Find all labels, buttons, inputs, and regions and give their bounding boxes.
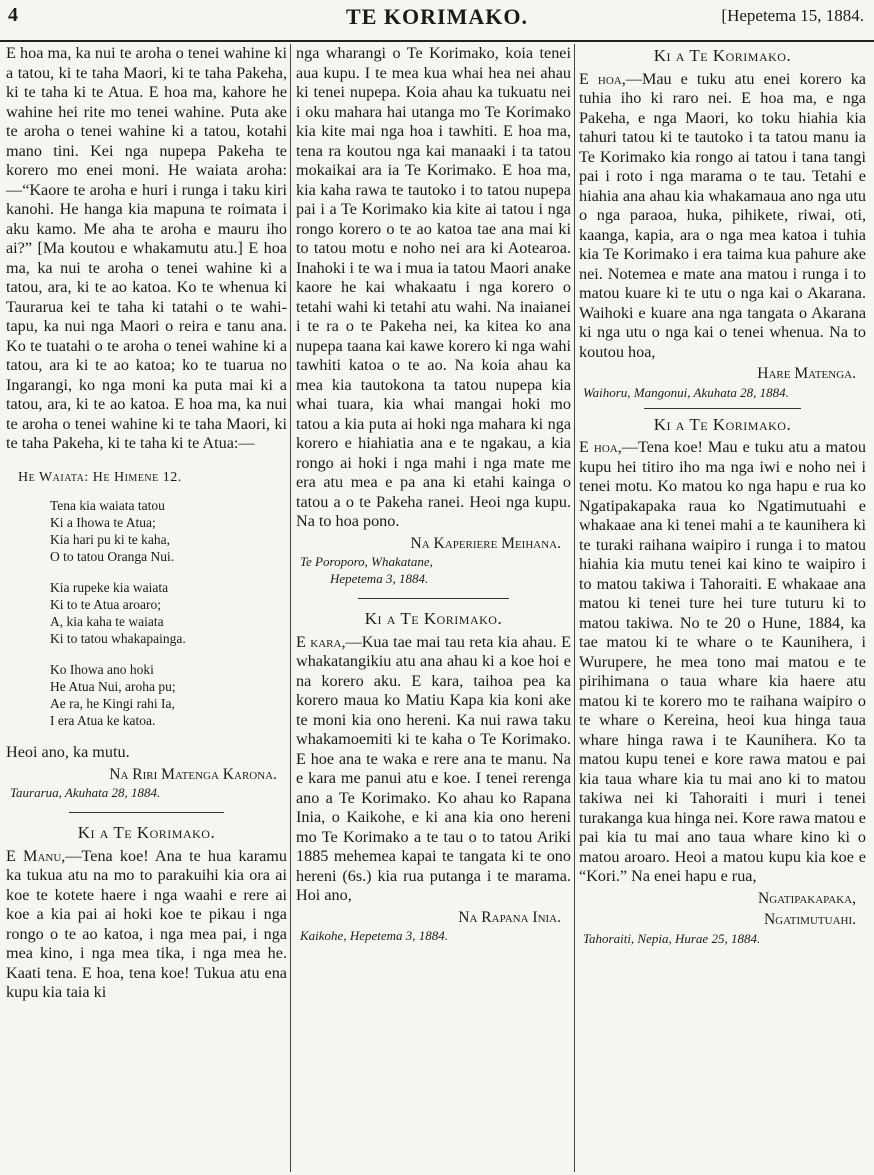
signature: Ngatimutuahi. xyxy=(763,911,856,928)
signature: Hare Matenga. xyxy=(757,365,856,382)
hymn-verse xyxy=(50,661,287,729)
signature: Na Kaperiere Meihana. xyxy=(410,534,561,552)
signature: Ngatipakapaka, xyxy=(758,889,856,907)
verse-line: Kia hari pu ki te kaha, xyxy=(50,532,170,547)
salutation: E hoa, xyxy=(579,438,622,456)
salutation: E Manu, xyxy=(6,846,66,865)
column-2 xyxy=(296,44,571,1172)
verse-line: Ki to tatou whakapainga. xyxy=(50,631,186,646)
letter-text: —Tena koe! Ana te hua karamu ka tukua atu na mo to parakuihi kia ora ai koe te kotete haere i nga waahi e rere ai koe a kia pai ai hoki koe te pikau i nga rongo o te ao katoa, i nga mea pai, i nga mea kino, i nga mea tika, i nga mea he. Kaati tena. E hoa, tena koe! Tukua atu ena kupu kia taia ki xyxy=(6,846,287,1001)
letter-text: —Mau e tuku atu enei korero ka tuhia iho ki raro nei. E hoa ma, e nga Pakeha, e nga Maori, ko toku hiahia kia tahuri tatou ki te tautoko i ta tatou manu ia Te Korimako kia rongo ai tatou i tana tangi pai i roto i nga marama o te tau. Tetahi e hiahia ana ahau kia whakamaua ano nga utu o nga paraoa, huka, pihikete, riwai, oti, kaanga, kapia, ara o nga mea katoa i tuhia kia Te Korimako i era taima kua pahure ake nei. Notemea e mate ana matou i runga i to matou kuare ki te utu o nga kai o Akarana. Waihoki e kuare ana nga tangata o Akarana ki nga utu o nga kai o tenei whenua. Na to koutou hoa, xyxy=(579,69,866,361)
place-date: Waihoru, Mangonui, Akuhata 28, 1884. xyxy=(583,384,789,400)
article-body xyxy=(6,847,287,1003)
place-date: Te Poroporo, Whakatane, xyxy=(300,554,433,569)
verse-line: I era Atua ke katoa. xyxy=(50,713,156,728)
article-body xyxy=(579,438,866,887)
verse-line: Ki to te Atua aroaro; xyxy=(50,597,161,612)
section-divider xyxy=(644,408,802,409)
letter-text: —Tena koe! Mau e tuku atu a matou kupu hei titiro iho ma nga iwi e noho nei i tenei motu. Ko matou ko nga hapu e rua ko Ngatipakapaka raua ko Ngatimutuahi e whakaae ana ki tenei mahi a te kaunihera ki te turaki raihana waipiro i runga i to matou hiahia kia mutu tenei kai kino te waipiro i to matou takiwa i Tahoraiti. E whakaae ana matou ki tenei ture hei ture tuturu ki to matou takiwa. No te 20 o Hune, 1884, ka tae matou ki te whare o te Kaunihera, i Wurupere, he mea tono mai matou e te pirihimana o taua whare kia haere atu matou ki te korero mo te raihana waipiro o te whare o Kereina, heoi kua hinga taua whare hinga rawa i te Kaunihera. Ko ta matou kupu tenei e kore rawa matou e pai kia taua whare kia tu mai ano ki to matou takiwa nei ki Tahoraiti i muri i tenei turakanga kua hinga nei. Kore rawa matou e pai kia tu mai ano taua whare kino ki o matou aroaro. Heoi a matou kupu kia koe e “Kori.” Na enei hapu e rua, xyxy=(579,438,866,885)
verse-line: He Atua Nui, aroha pu; xyxy=(50,679,176,694)
salutation: E hoa, xyxy=(579,69,626,88)
section-divider xyxy=(358,598,509,599)
letter-heading: Ki a Te Korimako. xyxy=(653,46,792,65)
article-columns xyxy=(0,44,874,1172)
section-divider xyxy=(69,812,224,813)
article-body xyxy=(579,70,866,363)
letter-heading: Ki a Te Korimako. xyxy=(364,609,503,628)
verse-line: Kia rupeke kia waiata xyxy=(50,580,169,595)
letter-heading: Ki a Te Korimako. xyxy=(77,823,216,842)
verse-line: A, kia kaha te waiata xyxy=(50,614,164,629)
verse-line: Tena kia waiata tatou xyxy=(50,498,165,513)
verse-line: Ki a Ihowa te Atua; xyxy=(50,515,156,530)
signature: Na Rapana Inia. xyxy=(458,908,561,926)
column-3 xyxy=(579,44,866,1172)
letter-text: —Kua tae mai tau reta kia ahau. E whakatangikiu atu ana ahau ki a koe hoi e na korero aku. E kara, taihoa pea ka korero maua ko Matiu Kapa kia koni ake te moni kia ono hereni. Ka nui rawa taku whakamoemiti ki te kaha o Te Korimako. E hoe ana te waka e rere ana te manu. Na e kara me panui atu e koe. I tenei rerenga ano a Te Korimako. Ko ahau ko Rapana Inia, o Kaikohe, e ki ana kia ono hereni mo Te Korimako a te tau o to tatou Ariki 1885 mehemea kapai te tangata ki te ono hereni (6s.) kia rua putanga i te marama. Hoi ano, xyxy=(296,632,571,904)
place-date: Hepetema 3, 1884. xyxy=(330,571,429,586)
place-date: Taurarua, Akuhata 28, 1884. xyxy=(10,785,161,800)
issue-date: [Hepetema 15, 1884. xyxy=(721,6,864,25)
verse-line: Ae ra, he Kingi rahi Ia, xyxy=(50,696,175,711)
article-body: E hoa ma, ka nui te aroha o tenei wahine ki a tatou, ki te taha Maori, ki te taha Pakeha, ki te taha ki te Atua. E hoa ma, kahore he wahine hei rite mo tenei wahine. Puta ake te aroha o tenei wahine ki a tatou, kotahi mano tini. Kei nga nupepa Pakeha te korero mo enei moni. He waiata aroha:—“Kaore te aroha e huri i runga i taku kiri kanohi. He hanga kia mapuna te roimata i aku kamo. Me aha te aroha e mauru iho ai?” [Ma koutou e whakamutu atu.] E hoa ma, ka nui te aroha o tenei wahine ki a tatou, ara, ki te ao katoa. Ko te whenua ki Taurarua kei te taha ki tatahi o te wahi-tapu, ka nui nga Maori o reira e tanu ana. Ko te tuatahi o te aroha o tenei wahine ki a tatou, ara ki te ao katoa; ko te tuarua no Ingarangi, ko nga moni ka puta mai ki a tatou, ara, ki te ao katoa. E hoa ma, ka nui te aroha o tenei wahine ki te taha Maori, ki te taha Pakeha, ki te taha ki te Atua:— xyxy=(6,44,287,452)
column-1 xyxy=(6,44,287,1172)
article-body xyxy=(296,633,571,906)
newspaper-title: TE KORIMAKO. xyxy=(346,4,528,29)
article-body: nga wharangi o Te Korimako, koia tenei aua kupu. I te mea kua whai hea nei ahau ki tenei nupepa. Koia ahau ka tukuatu nei i oku mahara hai utanga mo Te Korimako kia kite mai nga hoa i tawhiti. E hoa ma, tena ra koutou nga kai manaaki i ta tatou mokaikai ara ia Te Korimako. E hoa ma, kia kaha rawa te tautoko i to tatou nupepa pai i a Te Korimako kia kite ai tatou i nga rongo korero o te ao katoa tae ana mai ki to tatou motu e noho nei ara ki Aotearoa. Inahoki i te wa i mua ia tatou Maori anake kaore he kai whakaatu i nga korero o tetahi wahi ki tetahi atu wahi. Na inaianei i te ra o te Pakeha nei, ka kitea ko ana nupepa taana kai kawe korero ki nga wahi tawhiti katoa o te ao. Na koia ahau ka mea kia tautokona ta tatou nupepa kia whai tuara, kia whai mangai hoki mo tatou a kia puta ai hoki nga mahara ki nga korero e hiahiatia ana e te ngakau, a kia rongo ai hoki i nga mahi i nga mate me era atu mea e pa ana ki etahi kainga o tatou a o te Pakeha ranei. Heoi nga kupu. Na to hoa pono. xyxy=(296,44,571,530)
hymn-title: He Waiata: He Himene 12. xyxy=(18,469,182,485)
hymn-verse xyxy=(50,579,287,647)
salutation: E kara, xyxy=(296,632,346,651)
letter-heading: Ki a Te Korimako. xyxy=(653,414,792,434)
page-masthead xyxy=(0,0,874,42)
hymn-verse xyxy=(50,497,287,565)
verse-line: O to tatou Oranga Nui. xyxy=(50,549,175,564)
signature: Na Riri Matenga Karona. xyxy=(109,765,277,783)
place-date: Tahoraiti, Nepia, Hurae 25, 1884. xyxy=(583,930,761,946)
place-date: Kaikohe, Hepetema 3, 1884. xyxy=(300,928,449,943)
closing-line: Heoi ano, ka mutu. xyxy=(6,743,130,761)
verse-line: Ko Ihowa ano hoki xyxy=(50,662,154,677)
page-number: 4 xyxy=(8,4,18,26)
